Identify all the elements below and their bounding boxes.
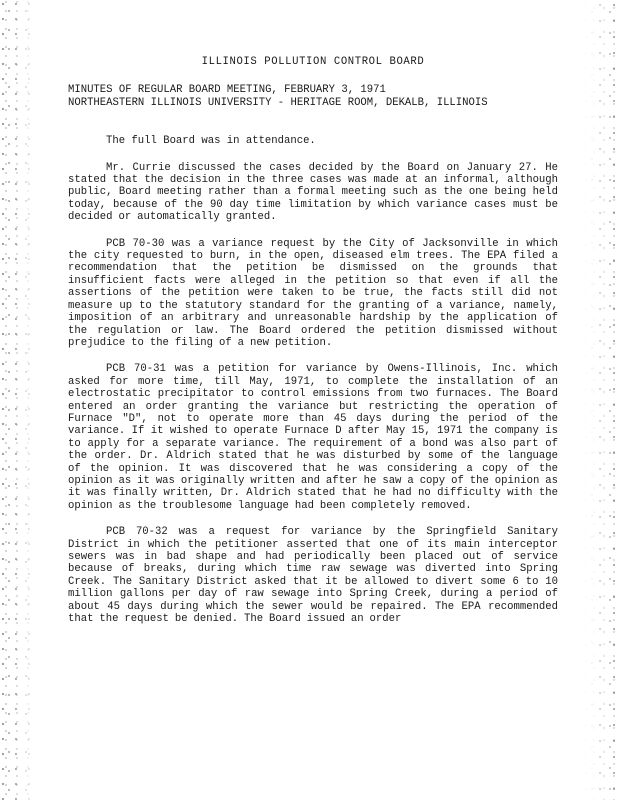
document-body xyxy=(68,56,558,639)
scan-edge-left xyxy=(0,0,42,800)
paragraph-currie-discussion: Mr. Currie discussed the cases decided by the Board on January 27. He stated that the decision in the three cases was made at an informal, although public, Board meeting rather than a formal meeting such as the one being held today, because of the 90 day time limitation by which variance cases must be decided or automatically granted. xyxy=(68,161,558,224)
paragraph-pcb-70-31: PCB 70-31 was a petition for variance by Owens-Illinois, Inc. which asked for more time, till May, 1971, to complete the installation of an electrostatic precipitator to control emissions from two furnaces. The Board entered an order granting the variance but restricting the operation of Furnace "D", not to operate more than 45 days during the period of the variance. If it wished to operate Furnace D after May 15, 1971 the company is to apply for a separate variance. The requirement of a bond was also part of the order. Dr. Aldrich stated that he was disturbed by some of the language of the opinion. It was discovered that he was considering a copy of the opinion as it was originally written and after he saw a copy of the opinion as it was finally written, Dr. Aldrich stated that he had no difficulty with the opinion as the troublesome language had been completely removed. xyxy=(68,363,558,512)
location-heading: NORTHEASTERN ILLINOIS UNIVERSITY - HERITAGE ROOM, DEKALB, ILLINOIS xyxy=(68,96,488,109)
attendance-line: The full Board was in attendance. xyxy=(106,135,316,148)
board-title: ILLINOIS POLLUTION CONTROL BOARD xyxy=(201,56,425,68)
paragraph-pcb-70-32: PCB 70-32 was a request for variance by the Springfield Sanitary District in which the petitioner asserted that one of its main interceptor sewers was in bad shape and had periodically been placed out of service because of breaks, during which time raw sewage was diverted into Spring Creek. The Sanitary District asked that it be allowed to divert some 6 to 10 million gallons per day of raw sewage into Spring Creek, during a period of about 45 days during which the sewer would be repaired. The EPA recommended that the request be denied. The Board issued an order xyxy=(68,526,558,626)
scan-edge-right xyxy=(582,0,618,800)
paragraph-pcb-70-30: PCB 70-30 was a variance request by the City of Jacksonville in which the city requested to burn, in the open, diseased elm trees. The EPA filed a recommendation that the petition be dismissed on the grounds that insufficient facts were alleged in the petition so that even if all the assertions of the petition were taken to be true, the facts still did not measure up to the statutory standard for the granting of a variance, namely, imposition of an arbitrary and unreasonable hardship by the application of the regulation or law. The Board ordered the petition dismissed without prejudice to the filing of a new petition. xyxy=(68,237,558,349)
minutes-heading: MINUTES OF REGULAR BOARD MEETING, FEBRUARY 3, 1971 xyxy=(68,84,386,97)
meeting-heading xyxy=(68,84,558,109)
